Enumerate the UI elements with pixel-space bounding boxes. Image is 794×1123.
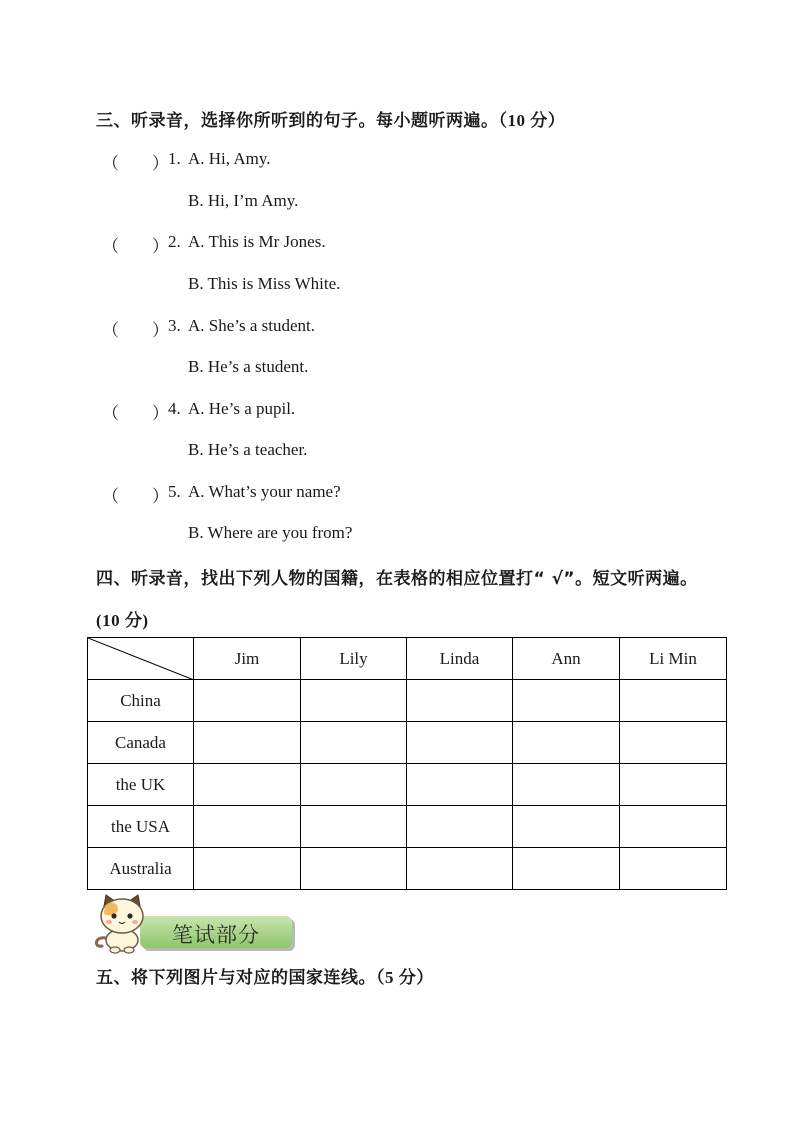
table-row: [88, 764, 727, 806]
column-header: Jim: [194, 638, 301, 680]
answer-cell[interactable]: [194, 806, 301, 848]
section-3-title: 三、听录音，选择你所听到的句子。每小题听两遍。: [96, 111, 499, 131]
written-part-banner: [92, 892, 302, 954]
answer-cell[interactable]: [620, 848, 727, 890]
question-number: 3.: [168, 316, 181, 335]
row-header: Canada: [88, 722, 194, 764]
answer-paren-right: ）: [152, 154, 169, 173]
section-5-heading: [96, 963, 434, 988]
option-b: B. Where are you from?: [188, 523, 353, 542]
answer-cell[interactable]: [513, 848, 620, 890]
banner-label: 笔试部分: [172, 923, 260, 947]
answer-cell[interactable]: [407, 848, 513, 890]
answer-cell[interactable]: [301, 722, 407, 764]
question-number: 2.: [168, 232, 181, 251]
answer-cell[interactable]: [194, 848, 301, 890]
answer-cell[interactable]: [407, 806, 513, 848]
answer-cell[interactable]: [301, 764, 407, 806]
table-row: [88, 806, 727, 848]
answer-cell[interactable]: [194, 680, 301, 722]
section-4-title: 四、听录音，找出下列人物的国籍，在表格的相应位置打“ √”。短文听两遍。: [96, 569, 698, 589]
row-header: China: [88, 680, 194, 722]
column-header: Linda: [407, 638, 513, 680]
option-a: A. He’s a pupil.: [188, 399, 296, 418]
answer-cell[interactable]: [407, 722, 513, 764]
option-b: B. He’s a student.: [188, 357, 309, 376]
column-header: Lily: [301, 638, 407, 680]
answer-cell[interactable]: [194, 764, 301, 806]
section-4-heading: [96, 564, 698, 589]
option-b: B. This is Miss White.: [188, 274, 341, 293]
answer-cell[interactable]: [301, 680, 407, 722]
answer-paren-left: （: [102, 154, 119, 173]
column-header: Li Min: [620, 638, 727, 680]
answer-cell[interactable]: [620, 680, 727, 722]
option-a: A. She’s a student.: [188, 316, 316, 335]
answer-cell[interactable]: [301, 806, 407, 848]
row-header: the USA: [88, 806, 194, 848]
option-a: A. What’s your name?: [188, 482, 341, 501]
section-4-score: (10 分): [96, 611, 149, 630]
section-5-title: 五、将下列图片与对应的国家连线。: [96, 968, 376, 988]
cat-mascot-icon: [92, 892, 162, 954]
answer-cell[interactable]: [620, 722, 727, 764]
answer-paren-right: ）: [152, 487, 169, 506]
question-number: 1.: [168, 149, 181, 168]
answer-paren-left: （: [102, 321, 119, 340]
option-a: A. This is Mr Jones.: [188, 232, 326, 251]
section-3-heading: [96, 106, 565, 131]
table-row: [88, 848, 727, 890]
section-5-score: （5 分）: [376, 968, 434, 987]
answer-cell[interactable]: [620, 806, 727, 848]
row-header: Australia: [88, 848, 194, 890]
answer-paren-right: ）: [152, 237, 169, 256]
answer-paren-left: （: [102, 404, 119, 423]
answer-cell[interactable]: [407, 764, 513, 806]
answer-cell[interactable]: [513, 806, 620, 848]
answer-cell[interactable]: [620, 764, 727, 806]
option-a: A. Hi, Amy.: [188, 149, 271, 168]
table-corner-cell: [88, 638, 194, 680]
answer-cell[interactable]: [513, 680, 620, 722]
answer-paren-right: ）: [152, 404, 169, 423]
question-number: 5.: [168, 482, 181, 501]
column-header: Ann: [513, 638, 620, 680]
answer-cell[interactable]: [301, 848, 407, 890]
answer-paren-left: （: [102, 487, 119, 506]
table-row: [88, 680, 727, 722]
nationality-table: [87, 637, 727, 890]
diagonal-line: [88, 638, 194, 680]
answer-cell[interactable]: [513, 722, 620, 764]
answer-cell[interactable]: [194, 722, 301, 764]
table-header-row: [88, 638, 727, 680]
option-b: B. He’s a teacher.: [188, 440, 308, 459]
row-header: the UK: [88, 764, 194, 806]
option-b: B. Hi, I’m Amy.: [188, 191, 299, 210]
table-row: [88, 722, 727, 764]
answer-cell[interactable]: [407, 680, 513, 722]
answer-paren-right: ）: [152, 321, 169, 340]
answer-paren-left: （: [102, 237, 119, 256]
answer-cell[interactable]: [513, 764, 620, 806]
question-number: 4.: [168, 399, 181, 418]
section-3-score: （10 分）: [498, 111, 566, 130]
